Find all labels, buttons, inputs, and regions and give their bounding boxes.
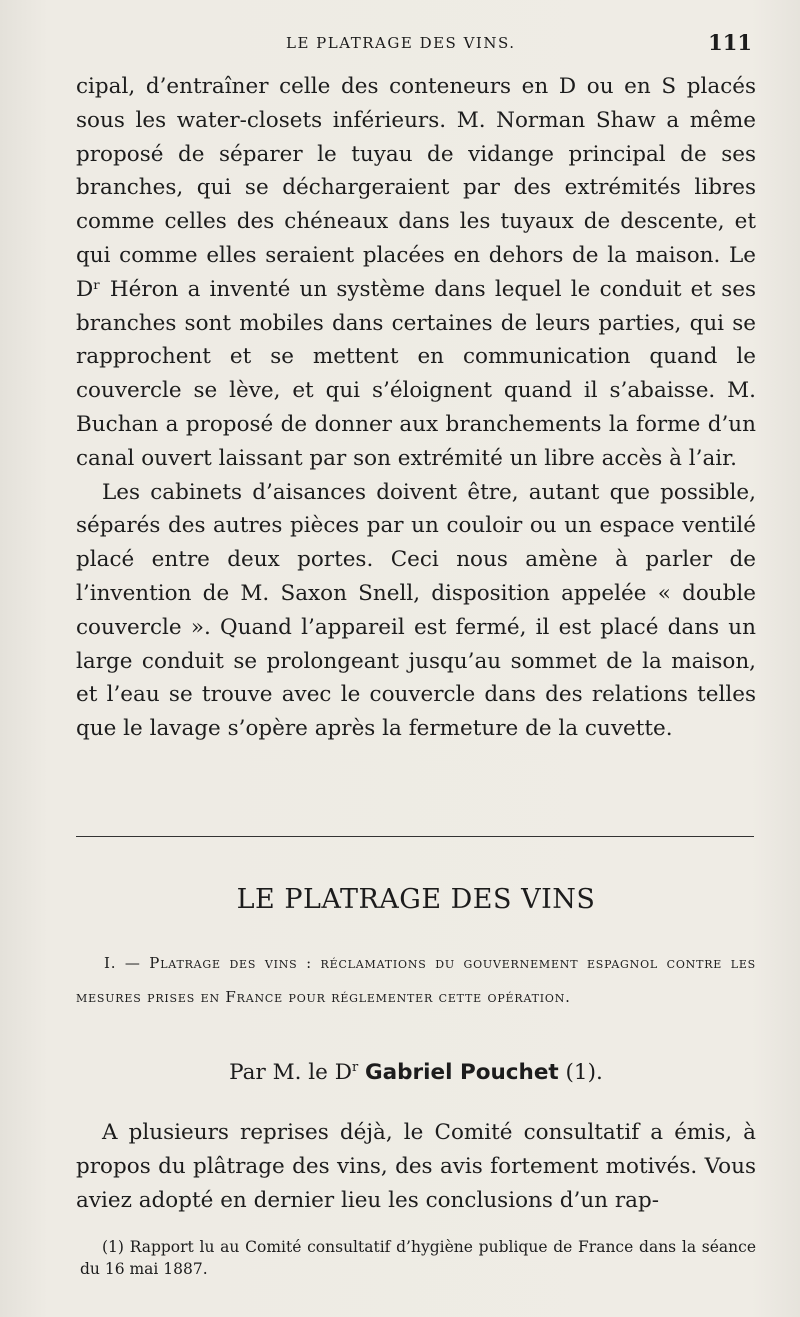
byline-prefix: Par M. le D: [229, 1060, 352, 1085]
running-title: LE PLATRAGE DES VINS.: [286, 34, 516, 52]
footnote-ref: (1).: [565, 1060, 603, 1085]
byline-sup: r: [351, 1059, 359, 1075]
footnote: (1) Rapport lu au Comité consultatif d’hygiène publique de France dans la séance du 16 mai 1887.: [80, 1238, 756, 1278]
paragraph: cipal, d’entraîner celle des conteneurs en D ou en S placés sous les water-closets inférieurs. M. Norman Shaw a même proposé de séparer le tuyau de vidange principal de ses branches, qui se déchargeraient par des extrémités libres comme celles des chéneaux dans les tuyaux de descente, et qui comme elles seraient placées en dehors de la maison. Le Dʳ Héron a inventé un système dans lequel le conduit et ses branches sont mobiles dans certaines de leurs parties, qui se rapprochent et se mettent en communication quand le couvercle se lève, et qui s’éloignent quand il s’abaisse. M. Buchan a proposé de donner aux branchements la forme d’un canal ouvert laissant par son extrémité un libre accès à l’air.: [76, 74, 756, 471]
paragraph: A plusieurs reprises déjà, le Comité consultatif a émis, à propos du plâtrage des vins, des avis fortement motivés. Vous aviez adopté en dernier lieu les conclusions d’un rap-: [76, 1120, 756, 1213]
paragraph: Les cabinets d’aisances doivent être, autant que possible, séparés des autres pièces par un couloir ou un espace ventilé placé entre deux portes. Ceci nous amène à parler de l’invention de M. Saxon Snell, disposition appelée « double couvercle ». Quand l’appareil est fermé, il est placé dans un large conduit se prolongeant jusqu’au sommet de la maison, et l’eau se trouve avec le couvercle dans des relations telles que le lavage s’opère après la fermeture de la cuvette.: [76, 479, 756, 742]
running-head: [76, 28, 752, 64]
byline: [76, 1060, 756, 1085]
subsection-heading: I. — Platrage des vins : réclamations du gouvernement espagnol contre les mesures prises en France pour réglementer cette opération.: [76, 954, 756, 1006]
page-number: 111: [708, 30, 752, 55]
main-text: [76, 70, 756, 746]
section-text: [76, 1116, 756, 1217]
section-divider: [76, 836, 754, 837]
section-title: LE PLATRAGE DES VINS: [236, 884, 596, 915]
byline-author: Gabriel Pouchet: [365, 1060, 559, 1085]
